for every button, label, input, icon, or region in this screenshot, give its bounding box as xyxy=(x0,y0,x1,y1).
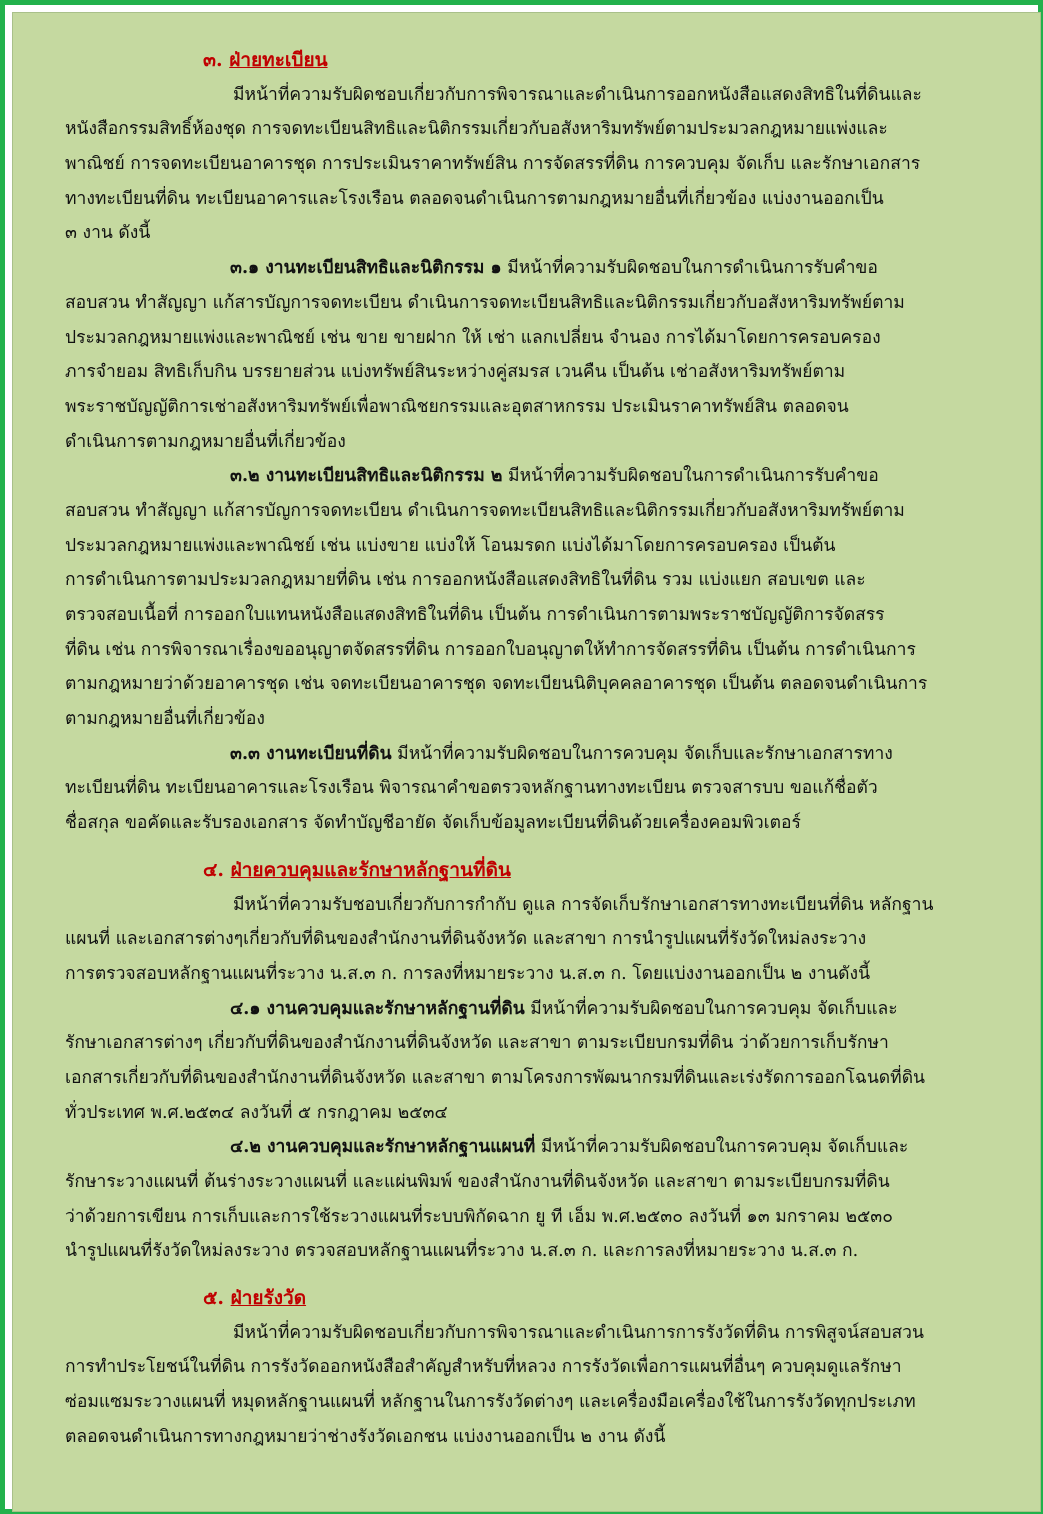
paragraph-line xyxy=(65,1061,995,1096)
paragraph-text: ตามกฎหมายอื่นที่เกี่ยวข้อง xyxy=(65,709,265,730)
paragraph-text: การตรวจสอบหลักฐานแผนที่ระวาง น.ส.๓ ก. การลงที่หมายระวาง น.ส.๓ ก. โดยแบ่งงานออกเป็น ๒ งานดังนี้ xyxy=(65,963,871,984)
paragraph-line xyxy=(65,1165,995,1200)
paragraph-text: นำรูปแผนที่รังวัดใหม่ลงระวาง ตรวจสอบหลักฐานแผนที่ระวาง น.ส.๓ ก. และการลงที่หมายระวาง น.ส.๓ ก. xyxy=(65,1241,859,1262)
paragraph-text: ที่ดิน เช่น การพิจารณาเรื่องขออนุญาตจัดสรรที่ดิน การออกใบอนุญาตให้ทำการจัดสรรที่ดิน เป็นต้น การดำเนินการ xyxy=(65,639,916,660)
paragraph-line xyxy=(65,425,995,460)
subsection-heading xyxy=(230,1137,535,1157)
paragraph-text: ตามกฎหมายว่าด้วยอาคารชุด เช่น จดทะเบียนอาคารชุด จดทะเบียนนิติบุคคลอาคารชุด เป็นต้น ตลอดจนดำเนินการ xyxy=(65,674,928,695)
subsection-title: งานทะเบียนที่ดิน xyxy=(266,743,392,764)
paragraph-text: ภารจำยอม สิทธิเก็บกิน บรรยายส่วน แบ่งทรัพย์สินระหว่างคู่สมรส เวนคืน เป็นต้น เช่าอสังหาริมทรัพย์ตาม xyxy=(65,362,846,383)
paragraph-line xyxy=(65,494,995,529)
subsection-heading xyxy=(230,999,525,1019)
paragraph-line xyxy=(65,1385,995,1420)
paragraph-text: การทำประโยชน์ในที่ดิน การรังวัดออกหนังสือสำคัญสำหรับที่หลวง การรังวัดเพื่อการแผนที่อื่นๆ ควบคุมดูแลรักษา xyxy=(65,1357,902,1378)
paragraph-text: มีหน้าที่ความรับผิดชอบเกี่ยวกับการพิจารณาและดำเนินการการรังวัดที่ดิน การพิสูจน์สอบสวน xyxy=(233,1322,924,1343)
subsection-text: มีหน้าที่ความรับผิดชอบในการควบคุม จัดเก็บและรักษาเอกสารทาง xyxy=(397,743,893,764)
paragraph-line xyxy=(65,598,995,633)
section-heading xyxy=(65,1281,995,1316)
subsection-number: ๔.๒ xyxy=(230,1137,261,1158)
paragraph-text: ชื่อสกุล ขอคัดและรับรองเอกสาร จัดทำบัญชีอายัด จัดเก็บข้อมูลทะเบียนที่ดินด้วยเครื่องคอมพิวเตอร์ xyxy=(65,813,801,834)
paragraph-text: ซ่อมแซมระวางแผนที่ หมุดหลักฐานแผนที่ หลักฐานในการรังวัดต่างๆ และเครื่องมือเครื่องใช้ในการรังวัดทุกประเภท xyxy=(65,1392,916,1413)
paragraph-text: ประมวลกฎหมายแพ่งและพาณิชย์ เช่น ขาย ขายฝาก ให้ เช่า แลกเปลี่ยน จำนอง การได้มาโดยการครอบครอง xyxy=(65,327,881,348)
paragraph-text: ว่าด้วยการเขียน การเก็บและการใช้ระวางแผนที่ระบบพิกัดฉาก ยู ที เอ็ม พ.ศ.๒๕๓๐ ลงวันที่ ๑๓ มกราคม ๒๕๓๐ xyxy=(65,1206,893,1227)
paragraph-line xyxy=(65,1420,995,1455)
paragraph-line xyxy=(65,702,995,737)
paragraph-text: ประมวลกฎหมายแพ่งและพาณิชย์ เช่น แบ่งขาย แบ่งให้ โอนมรดก แบ่งได้มาโดยการครอบครอง เป็นต้น xyxy=(65,535,836,556)
subsection-first-line xyxy=(65,251,995,286)
subsection-heading xyxy=(230,466,502,486)
subsection-title: งานทะเบียนสิทธิและนิติกรรม ๒ xyxy=(265,466,503,487)
subsection-first-line xyxy=(65,1130,995,1165)
paragraph-text: พระราชบัญญัติการเช่าอสังหาริมทรัพย์เพื่อพาณิชยกรรมและอุตสาหกรรม ประเมินราคาทรัพย์สิน ตลอดจน xyxy=(65,396,849,417)
paragraph-text: ดำเนินการตามกฎหมายอื่นที่เกี่ยวข้อง xyxy=(65,431,346,452)
subsection-number: ๓.๓ xyxy=(230,743,261,764)
subsection-heading xyxy=(230,258,502,278)
paragraph-line xyxy=(65,888,995,923)
section-spacer xyxy=(65,1269,995,1281)
paragraph-text: รักษาระวางแผนที่ ต้นร่างระวางแผนที่ และแผ่นพิมพ์ ของสำนักงานที่ดินจังหวัด และสาขา ตามระเบียบกรมที่ดิน xyxy=(65,1172,890,1192)
section-title: ฝ่ายควบคุมและรักษาหลักฐานที่ดิน xyxy=(230,858,511,881)
subsection-first-line xyxy=(65,459,995,494)
paragraph-text: มีหน้าที่ความรับชอบเกี่ยวกับการกำกับ ดูแล การจัดเก็บรักษาเอกสารทางทะเบียนที่ดิน หลักฐาน xyxy=(233,894,934,915)
paragraph-line xyxy=(65,1316,995,1351)
paragraph-line xyxy=(65,78,995,113)
section-heading xyxy=(65,43,995,78)
paragraph-line xyxy=(65,1350,995,1385)
paragraph-text: รักษาเอกสารต่างๆ เกี่ยวกับที่ดินของสำนักงานที่ดินจังหวัด และสาขา ตามระเบียบกรมที่ดิน ว่าด้วยการเก็บรักษา xyxy=(65,1033,889,1054)
subsection-first-line xyxy=(65,737,995,772)
paragraph-text: มีหน้าที่ความรับผิดชอบเกี่ยวกับการพิจารณาและดำเนินการออกหนังสือแสดงสิทธิในที่ดินและ xyxy=(233,84,922,105)
section-number: ๓. xyxy=(203,49,223,71)
paragraph-text: หนังสือกรรมสิทธิ์ห้องชุด การจดทะเบียนสิทธิและนิติกรรมเกี่ยวกับอสังหาริมทรัพย์ตามประมวลกฎหมายแพ่งและ xyxy=(65,119,888,140)
section-heading xyxy=(65,853,995,888)
paragraph-line xyxy=(65,390,995,425)
document-page xyxy=(12,12,1041,1512)
paragraph-line xyxy=(65,112,995,147)
paragraph-text: ทางทะเบียนที่ดิน ทะเบียนอาคารและโรงเรือน ตลอดจนดำเนินการตามกฎหมายอื่นที่เกี่ยวข้อง แบ่งงานออกเป็น xyxy=(65,188,884,209)
subsection-title: งานควบคุมและรักษาหลักฐานแผนที่ xyxy=(266,1137,536,1158)
paragraph-text: ทะเบียนที่ดิน ทะเบียนอาคารและโรงเรือน พิจารณาคำขอตรวจหลักฐานทางทะเบียน ตรวจสารบบ ขอแก้ชื่อตัว xyxy=(65,778,878,799)
section-number: ๕. xyxy=(203,1287,224,1310)
subsection-first-line xyxy=(65,992,995,1027)
subsection-text: มีหน้าที่ความรับผิดชอบในการควบคุม จัดเก็บและ xyxy=(530,998,898,1019)
subsection-number: ๓.๑ xyxy=(230,258,260,279)
paragraph-line xyxy=(65,563,995,598)
paragraph-text: เอกสารเกี่ยวกับที่ดินของสำนักงานที่ดินจังหวัด และสาขา ตามโครงการพัฒนากรมที่ดินและเร่งรัดการออกโฉนดที่ดิน xyxy=(65,1067,926,1088)
subsection-text: มีหน้าที่ความรับผิดชอบในการดำเนินการรับคำขอ xyxy=(507,258,878,279)
paragraph-line xyxy=(65,1096,995,1131)
paragraph-text: การดำเนินการตามประมวลกฎหมายที่ดิน เช่น การออกหนังสือแสดงสิทธิในที่ดิน รวม แบ่งแยก สอบเขต และ xyxy=(65,570,866,591)
subsection-text: มีหน้าที่ความรับผิดชอบในการควบคุม จัดเก็บและ xyxy=(540,1137,909,1158)
paragraph-text: สอบสวน ทำสัญญา แก้สารบัญการจดทะเบียน ดำเนินการจดทะเบียนสิทธิและนิติกรรมเกี่ยวกับอสังหาริมทรัพย์ตาม xyxy=(65,500,905,521)
paragraph-line xyxy=(65,216,995,251)
paragraph-line xyxy=(65,147,995,182)
subsection-number: ๔.๑ xyxy=(230,998,261,1019)
paragraph-line xyxy=(65,667,995,702)
subsection-number: ๓.๒ xyxy=(230,466,260,487)
paragraph-text: ตรวจสอบเนื้อที่ การออกใบแทนหนังสือแสดงสิทธิในที่ดิน เป็นต้น การดำเนินการตามพระราชบัญญัติการจัดสรร xyxy=(65,605,885,625)
paragraph-line xyxy=(65,1200,995,1235)
section-spacer xyxy=(65,841,995,853)
section-title: ฝ่ายรังวัด xyxy=(230,1287,307,1310)
paragraph-line xyxy=(65,633,995,668)
paragraph-line xyxy=(65,182,995,217)
paragraph-text: ตลอดจนดำเนินการทางกฎหมายว่าช่างรังวัดเอกชน แบ่งงานออกเป็น ๒ งาน ดังนี้ xyxy=(65,1426,666,1447)
document-body xyxy=(65,43,995,1455)
paragraph-text: แผนที่ และเอกสารต่างๆเกี่ยวกับที่ดินของสำนักงานที่ดินจังหวัด และสาขา การนำรูปแผนที่รังวัดใหม่ลงระวาง xyxy=(65,929,867,950)
paragraph-line xyxy=(65,806,995,841)
paragraph-line xyxy=(65,529,995,564)
paragraph-line xyxy=(65,355,995,390)
section-number: ๔. xyxy=(203,858,224,881)
paragraph-text: พาณิชย์ การจดทะเบียนอาคารชุด การประเมินราคาทรัพย์สิน การจัดสรรที่ดิน การควบคุม จัดเก็บ และรักษาเอกสาร xyxy=(65,154,921,175)
paragraph-line xyxy=(65,1026,995,1061)
paragraph-line xyxy=(65,957,995,992)
paragraph-text: ๓ งาน ดังนี้ xyxy=(65,223,151,244)
paragraph-line xyxy=(65,922,995,957)
section-title: ฝ่ายทะเบียน xyxy=(229,49,328,71)
subsection-heading xyxy=(230,744,392,764)
paragraph-text: ทั่วประเทศ พ.ศ.๒๕๓๔ ลงวันที่ ๕ กรกฎาคม ๒๕๓๔ xyxy=(65,1102,448,1123)
paragraph-line xyxy=(65,286,995,321)
subsection-title: งานทะเบียนสิทธิและนิติกรรม ๑ xyxy=(265,258,502,279)
paragraph-line xyxy=(65,1234,995,1269)
subsection-title: งานควบคุมและรักษาหลักฐานที่ดิน xyxy=(266,998,525,1019)
paragraph-line xyxy=(65,321,995,356)
subsection-text: มีหน้าที่ความรับผิดชอบในการดำเนินการรับคำขอ xyxy=(508,466,879,487)
paragraph-text: สอบสวน ทำสัญญา แก้สารบัญการจดทะเบียน ดำเนินการจดทะเบียนสิทธิและนิติกรรมเกี่ยวกับอสังหาริมทรัพย์ตาม xyxy=(65,292,905,313)
paragraph-line xyxy=(65,771,995,806)
